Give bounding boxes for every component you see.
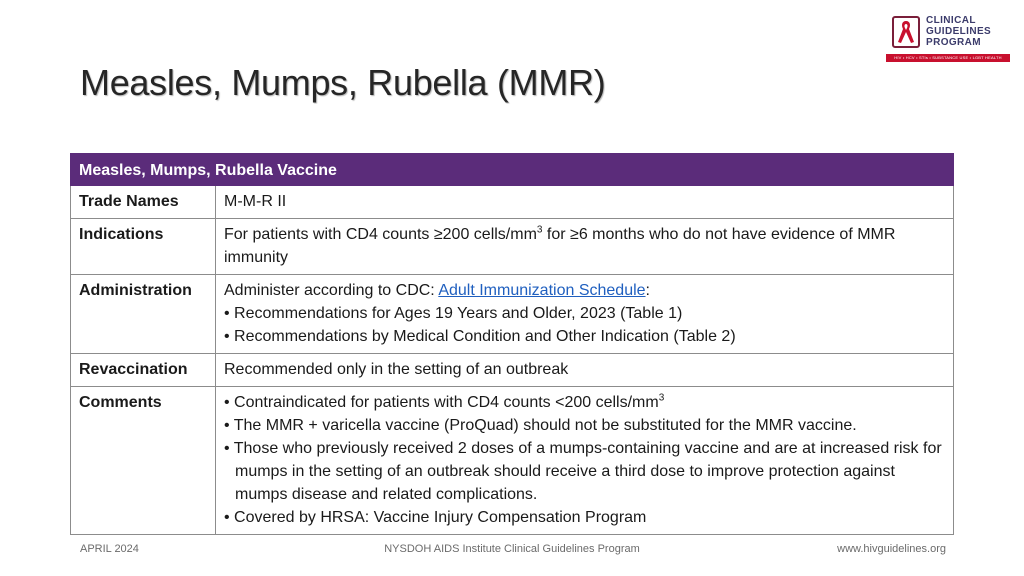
comments-label: Comments xyxy=(71,387,216,535)
administration-bullet: • Recommendations for Ages 19 Years and Older, 2023 (Table 1) xyxy=(224,305,683,322)
revaccination-value: Recommended only in the setting of an outbreak xyxy=(216,354,954,387)
table-header-row xyxy=(71,154,954,186)
comments-value xyxy=(216,387,954,535)
clinical-guidelines-logo xyxy=(886,14,1010,64)
vaccine-info-table xyxy=(70,153,954,535)
indications-label: Indications xyxy=(71,219,216,275)
administration-label: Administration xyxy=(71,275,216,354)
indications-value: For patients with CD4 counts ≥200 cells/$mm^3$ for ≥6 months who do not have evidence of MMR immunity xyxy=(216,219,954,275)
table-row xyxy=(71,387,954,535)
logo-wordmark: CLINICAL GUIDELINES PROGRAM xyxy=(926,15,992,48)
footer-program: NYSDOH AIDS Institute Clinical Guidelines Program xyxy=(384,543,640,555)
table-row xyxy=(71,275,954,354)
footer-date: APRIL 2024 xyxy=(80,543,139,555)
logo-tagline: HIV • HCV • STIs • SUBSTANCE USE • LGBT HEALTH xyxy=(886,54,1010,62)
page-title: Measles, Mumps, Rubella (MMR) xyxy=(80,62,606,103)
trade-names-label: Trade Names xyxy=(71,186,216,219)
table-row xyxy=(71,219,954,275)
comment-bullet: • Contraindicated for patients with CD4 counts <200 cells/$mm^3$ xyxy=(224,392,665,411)
footer-url: www.hivguidelines.org xyxy=(837,543,946,555)
trade-names-value: M-M-R II xyxy=(216,186,954,219)
adult-immunization-schedule-link[interactable]: Adult Immunization Schedule xyxy=(438,282,646,299)
table-row xyxy=(71,354,954,387)
ribbon-badge-icon xyxy=(892,16,920,48)
administration-bullet: • Recommendations by Medical Condition and Other Indication (Table 2) xyxy=(224,328,736,345)
table-header: Measles, Mumps, Rubella Vaccine xyxy=(71,154,954,186)
administration-value: Administer according to CDC: Adult Immunization Schedule: • Recommendations for Ages 19 Years and Older, 2023 (Table 1) • Recommendations by Medical Condition and Other Indication (Table 2) xyxy=(216,275,954,354)
comment-bullet: • Those who previously received 2 doses of a mumps-containing vaccine and are at increased risk for mumps in the setting of an outbreak should receive a third dose to improve protection against mumps disease and related complications. xyxy=(224,440,942,503)
table-row xyxy=(71,186,954,219)
comment-bullet: • The MMR + varicella vaccine (ProQuad) should not be substituted for the MMR vaccine. xyxy=(224,417,857,434)
revaccination-label: Revaccination xyxy=(71,354,216,387)
comment-bullet: • Covered by HRSA: Vaccine Injury Compensation Program xyxy=(224,509,647,526)
